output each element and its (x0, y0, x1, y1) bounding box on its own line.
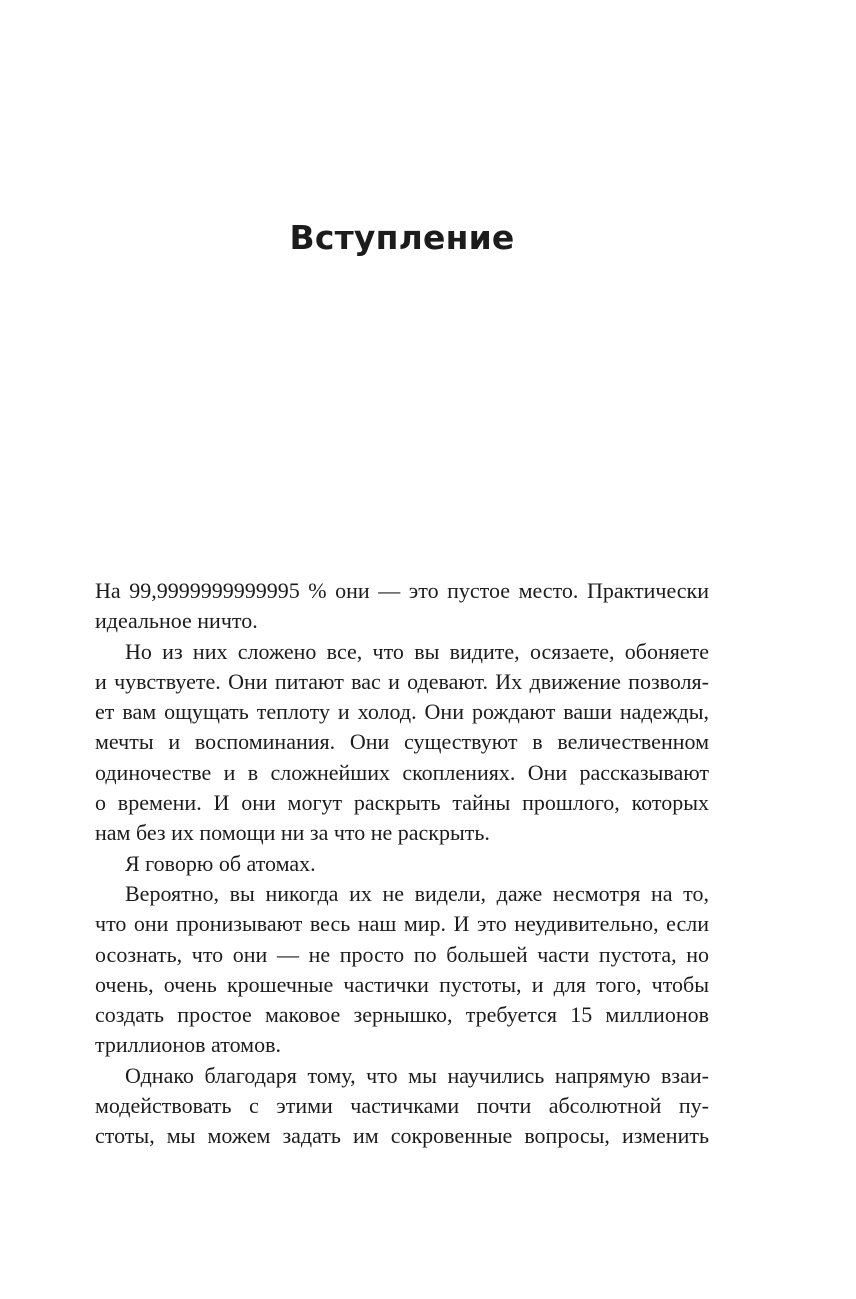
text-line: Вероятно, вы никогда их не видели, даже несмотря на то, (125, 880, 709, 906)
text-line: мечты и воспоминания. Они существуют в величественном (95, 729, 709, 755)
text-line: На 99,9999999999995 % они — это пустое место. Практически (95, 578, 709, 603)
text-line: очень, очень крошечные частички пустоты, и для того, чтобы (95, 971, 709, 997)
text-line: Я говорю об атомах. (125, 850, 316, 876)
text-line: о времени. И они могут раскрыть тайны прошлого, которых (95, 790, 709, 816)
text-line: Однако благодаря тому, что мы научились напрямую взаи- (125, 1062, 709, 1088)
text-line: нам без их помощи ни за что не раскрыть. (95, 820, 490, 846)
text-line: Но из них сложено все, что вы видите, осязаете, обоняете (125, 638, 709, 664)
text-line: осознать, что они — не просто по большей части пустота, но (95, 941, 709, 967)
text-line: одиночестве и в сложнейших скоплениях. Они рассказывают (95, 759, 709, 785)
text-line: что они пронизывают весь наш мир. И это неудивительно, если (95, 911, 709, 937)
body-text (95, 576, 709, 1152)
text-line: стоты, мы можем задать им сокровенные вопросы, изменить (95, 1123, 709, 1149)
text-line: идеальное ничто. (95, 608, 258, 634)
text-line: ет вам ощущать теплоту и холод. Они рождают ваши надежды, (95, 699, 709, 725)
text-line: триллионов атомов. (95, 1032, 281, 1058)
text-line: и чувствуете. Они питают вас и одевают. Их движение позволя- (95, 668, 709, 694)
text-line: модействовать с этими частичками почти абсолютной пу- (95, 1093, 709, 1119)
chapter-title: Вступление (289, 218, 515, 257)
text-line: создать простое маковое зернышко, требуется 15 миллионов (95, 1002, 709, 1028)
